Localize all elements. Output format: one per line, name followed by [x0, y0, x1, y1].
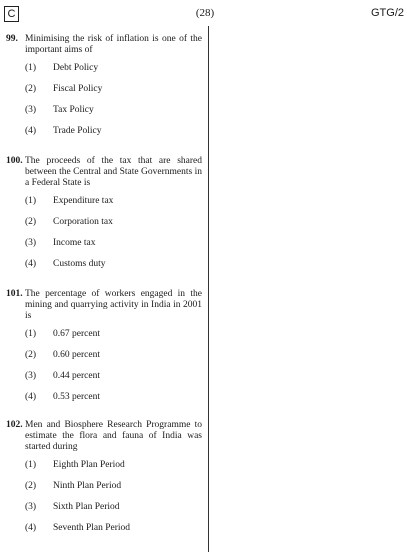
- booklet-series-box: C: [4, 6, 19, 22]
- option-2: (2) Fiscal Policy: [25, 84, 103, 94]
- option-4: (4) Customs duty: [25, 259, 106, 269]
- option-2: (2) 0.60 percent: [25, 350, 100, 360]
- option-4: (4) 0.53 percent: [25, 392, 100, 402]
- option-3: (3) Tax Policy: [25, 105, 94, 115]
- question-text: Men and Biosphere Research Programme to estimate the flora and fauna of India was started during: [25, 420, 202, 452]
- option-3: (3) Income tax: [25, 238, 96, 248]
- question-number: 101.: [6, 289, 23, 299]
- page-number: (28): [195, 7, 215, 19]
- option-4: (4) Trade Policy: [25, 126, 102, 136]
- question-text: The proceeds of the tax that are shared between the Central and State Governments in a Federal State is: [25, 156, 202, 188]
- booklet-code: GTG/2: [370, 7, 404, 19]
- question-number: 99.: [6, 34, 18, 44]
- option-1: (1) Debt Policy: [25, 63, 99, 73]
- option-4: (4) Seventh Plan Period: [25, 523, 131, 533]
- question-text: The percentage of workers engaged in the mining and quarrying activity in India in 2001 is: [25, 289, 202, 321]
- option-2: (2) Corporation tax: [25, 217, 113, 227]
- option-3: (3) Sixth Plan Period: [25, 502, 120, 512]
- column-divider: [208, 26, 209, 552]
- question-number: 102.: [6, 420, 23, 430]
- question-text: Minimising the risk of inflation is one of the important aims of: [25, 34, 202, 55]
- page-header: [0, 6, 410, 24]
- option-2: (2) Ninth Plan Period: [25, 481, 122, 491]
- option-1: (1) 0.67 percent: [25, 329, 100, 339]
- question-number: 100.: [6, 156, 23, 166]
- option-3: (3) 0.44 percent: [25, 371, 100, 381]
- option-1: (1) Expenditure tax: [25, 196, 114, 206]
- option-1: (1) Eighth Plan Period: [25, 460, 125, 470]
